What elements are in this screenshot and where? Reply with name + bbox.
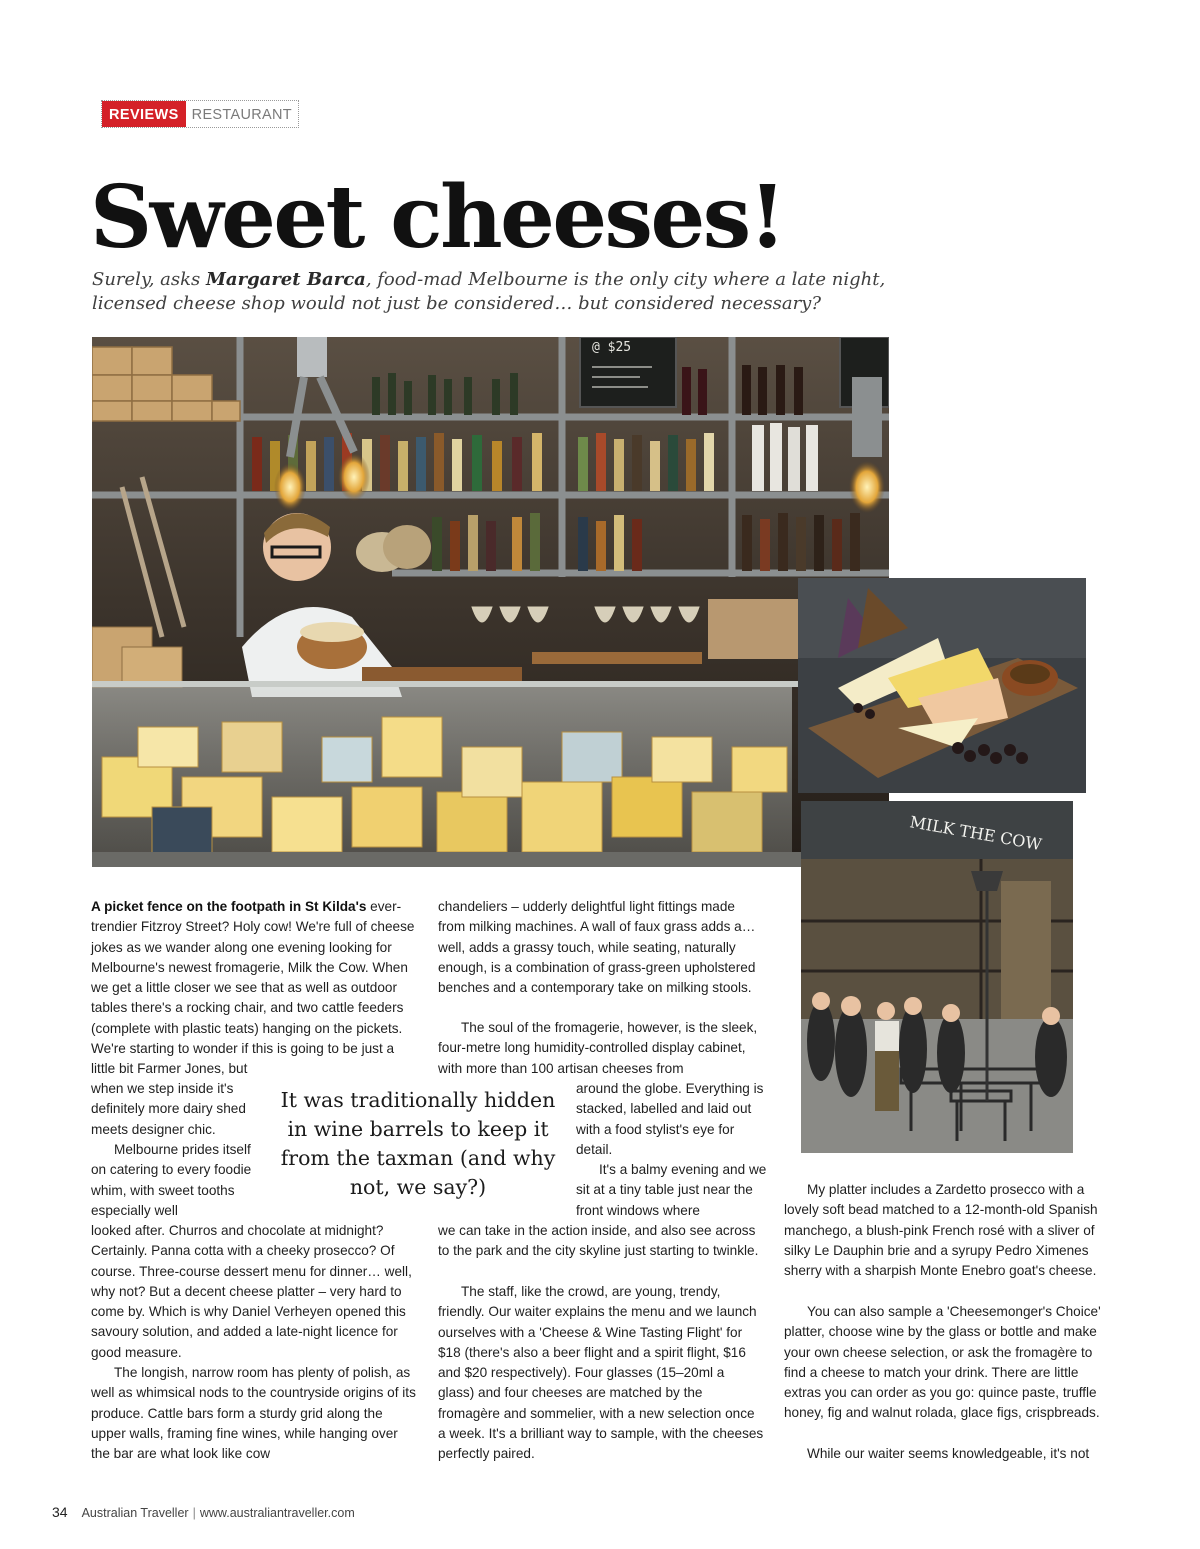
col2-p3-rest: we can take in the action inside, and also see across to the park and the city skyline just starting to twinkle.: [438, 1223, 759, 1259]
author-name: Margaret Barca: [206, 269, 366, 290]
footer-separator: |: [192, 1506, 196, 1520]
pull-quote: It was traditionally hidden in wine barrels to keep it from the taxman (and why not, we say?): [280, 1088, 556, 1199]
photo-cheese-platter: [798, 578, 1086, 793]
col1-p1-rest: ever-trendier Fitzroy Street? Holy cow! We're full of cheese jokes as we wander along one evening looking for Melbourne's newest fromagerie, Milk the Cow. When we get a little closer we see that as well as outdoor tables there's a rocking chair, and two cattle feeders (complete with plastic teats) hanging on the pickets. We're starting to wonder if this is going to be just a little bit Farmer Jones, but: [91, 899, 415, 1077]
col1-p3: The longish, narrow room has plenty of polish, as well as whimsical nods to the countryside origins of its produce. Cattle bars form a sturdy grid along the upper walls, framing fine wines, while hanging over the bar are what look like cow: [91, 1365, 416, 1462]
col1-p2-rest: looked after. Churros and chocolate at midnight? Certainly. Panna cotta with a cheeky prosecco? Of course. Three-course dessert menu for dinner… well, why not? But a decent cheese platter – very hard to come by. Which is why Daniel Verheyen opened this savoury solution, and added a late-night licence for good measure.: [91, 1223, 412, 1360]
lead-in: A picket fence on the footpath in St Kilda's: [91, 899, 367, 914]
col2-p2-narrow: around the globe. Everything is stacked, labelled and laid out with a food stylist's eye for detail.: [576, 1081, 764, 1157]
col1-p2-narrow: Melbourne prides itself on catering to every foodie whim, with sweet tooths especially well: [91, 1142, 252, 1218]
chalkboard-price: @ $25: [592, 340, 632, 355]
col1-p1-narrow: when we step inside it's definitely more dairy shed meets designer chic.: [91, 1081, 246, 1137]
publication-name: Australian Traveller: [81, 1506, 189, 1520]
section-tag-category: RESTAURANT: [191, 107, 292, 123]
col3-p3: While our waiter seems knowledgeable, it's not: [807, 1446, 1090, 1461]
col2-p3-narrow: It's a balmy evening and we sit at a tiny table just near the front windows where: [576, 1162, 767, 1218]
col3-p1: My platter includes a Zardetto prosecco with a lovely soft bead matched to a 12-month-old Spanish manchego, a blush-pink French rosé with a sliver of silky Le Dauphin brie and a syrupy Pedro Ximenes sherry with a sharpish Monte Enebro goat's cheese.: [784, 1182, 1098, 1279]
footer-url[interactable]: www.australiantraveller.com: [199, 1506, 355, 1520]
col3-p2: You can also sample a 'Cheesemonger's Choice' platter, choose wine by the glass or bottle and make your own cheese selection, or ask the fromagère to find a cheese to match your drink. There are little extras you can order as you go: quince paste, truffle honey, fig and walnut rolada, glace figs, crispbreads.: [784, 1304, 1101, 1421]
article-standfirst: [92, 268, 952, 316]
article-headline: Sweet cheeses!: [90, 167, 784, 268]
section-tag-reviews: REVIEWS: [102, 101, 186, 127]
page-number: 34: [52, 1504, 68, 1520]
photo-storefront: [801, 801, 1073, 1153]
col1-p1: [91, 897, 416, 1080]
standfirst-after: , food-mad Melbourne is the only city where a late night, licensed cheese shop would not just be considered… but considered necessary?: [92, 269, 886, 314]
page-footer: [52, 1504, 355, 1520]
standfirst-before: Surely, asks: [92, 269, 206, 290]
section-tag: [101, 100, 299, 128]
col2-p2-full: The soul of the fromagerie, however, is the sleek, four-metre long humidity-controlled display cabinet, with more than 100 artisan cheeses from: [438, 1020, 758, 1076]
photo-cheese-counter: [92, 337, 889, 867]
col2-p4: The staff, like the crowd, are young, trendy, friendly. Our waiter explains the menu and we launch ourselves with a 'Cheese & Wine Tasting Flight' for $18 (there's also a beer flight and a spirit flight, $16 and $20 respectively). Four glasses (15–20ml a glass) and four cheeses are matched by the fromagère and sommelier, with a new selection once a week. It's a brilliant way to sample, with the cheeses perfectly paired.: [438, 1284, 764, 1462]
col2-p1: chandeliers – udderly delightful light fittings made from milking machines. A wall of faux grass adds a… well, adds a grassy touch, while seating, naturally enough, is a combination of grass-green upholstered benches and a contemporary take on milking stools.: [438, 899, 756, 996]
storefront-sign: MILK THE COW: [908, 812, 1044, 855]
